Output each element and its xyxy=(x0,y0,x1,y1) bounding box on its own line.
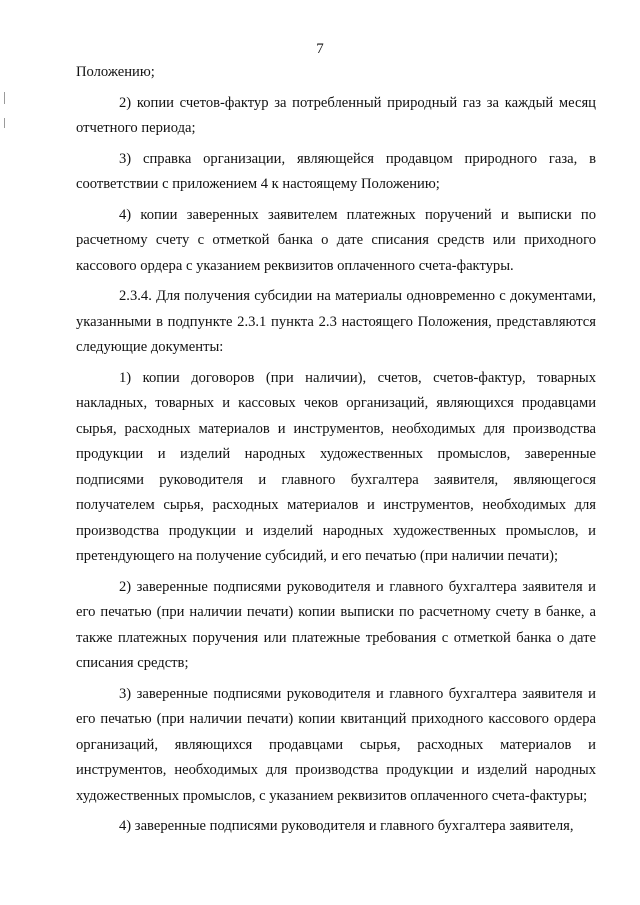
left-margin-mark xyxy=(4,118,5,128)
document-body xyxy=(76,60,596,840)
page-number: 7 xyxy=(316,41,324,57)
left-margin-mark xyxy=(4,92,5,104)
list-item-paragraph: 2) копии счетов-фактур за потребленный природный газ за каждый месяц отчетного периода; xyxy=(76,94,596,136)
list-item-paragraph: 4) копии заверенных заявителем платежных поручений и выписки по расчетному счету с отметкой банка о дате списания средств или приходного кассового ордера с указанием реквизитов оплаченного счета-фактуры. xyxy=(76,206,596,274)
list-item-paragraph: 1) копии договоров (при наличии), счетов, счетов-фактур, товарных накладных, товарных и кассовых чеков организаций, являющихся продавцами сырья, расходных материалов и инструментов, необходимых для производства продукции и изделий народных художественных промыслов, заверенные подписями руководителя и главного бухгалтера заявителя, являющегося получателем сырья, расходных материалов и инструментов, необходимых для производства продукции и изделий народных художественных промыслов, и претендующего на получение субсидий, и его печатью (при наличии печати); xyxy=(76,369,596,564)
list-item-paragraph: 3) справка организации, являющейся продавцом природного газа, в соответствии с приложением 4 к настоящему Положению; xyxy=(76,150,596,192)
list-item-paragraph: 4) заверенные подписями руководителя и главного бухгалтера заявителя, xyxy=(119,818,574,834)
list-item-paragraph: 3) заверенные подписями руководителя и главного бухгалтера заявителя и его печатью (при наличии печати) копии квитанций приходного кассового ордера организаций, являющихся продавцами сырья, расходных материалов и инструментов, необходимых для производства продукции и изделий народных художественных промыслов, с указанием реквизитов оплаченного счета-фактуры; xyxy=(76,685,596,804)
section-paragraph: 2.3.4. Для получения субсидии на материалы одновременно с документами, указанными в подпункте 2.3.1 пункта 2.3 настоящего Положения, представляются следующие документы: xyxy=(76,288,596,355)
paragraph-continuation: Положению; xyxy=(76,64,155,80)
list-item-paragraph: 2) заверенные подписями руководителя и главного бухгалтера заявителя и его печатью (при наличии печати) копии выписки по расчетному счету в банке, а также платежных поручения или платежные требования с отметкой банка о дате списания средств; xyxy=(76,578,596,671)
